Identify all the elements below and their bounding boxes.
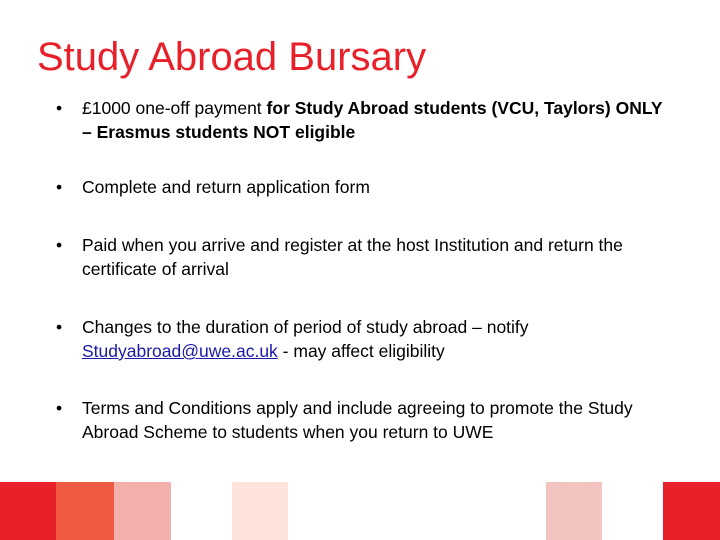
bullet-text: Terms and Conditions apply and include agreeing to promote the Study Abroad Scheme to students when you return to UWE <box>82 398 633 442</box>
slide-title: Study Abroad Bursary <box>37 35 427 79</box>
bullet-text-after: - may affect eligibility <box>277 341 445 361</box>
bullet-text-before: Changes to the duration of period of study abroad – notify <box>82 317 529 337</box>
bullet-item-terms-conditions <box>56 396 676 444</box>
bullet-item-payment-timing <box>56 233 676 281</box>
bullet-marker: • <box>56 235 63 255</box>
studyabroad-email-link[interactable]: Studyabroad@uwe.ac.uk <box>82 341 278 361</box>
bullet-text: Complete and return application form <box>82 177 370 197</box>
bullet-text-plain: £1000 one-off payment <box>82 98 267 118</box>
bullet-marker: • <box>56 398 63 418</box>
bullet-text-bold: for Study Abroad students (VCU, Taylors) ONLY – Erasmus students NOT eligible <box>82 98 663 142</box>
bullet-item-bursary-amount <box>56 96 676 144</box>
bullet-item-duration-changes <box>56 315 676 363</box>
bullet-text: Paid when you arrive and register at the host Institution and return the certificate of arrival <box>82 235 623 279</box>
bullet-text <box>82 315 676 363</box>
bullet-text <box>82 96 676 144</box>
bullet-marker: • <box>56 98 63 118</box>
bullet-marker: • <box>56 177 63 197</box>
bullet-marker: • <box>56 317 63 337</box>
bullet-item-application-form <box>56 175 676 199</box>
